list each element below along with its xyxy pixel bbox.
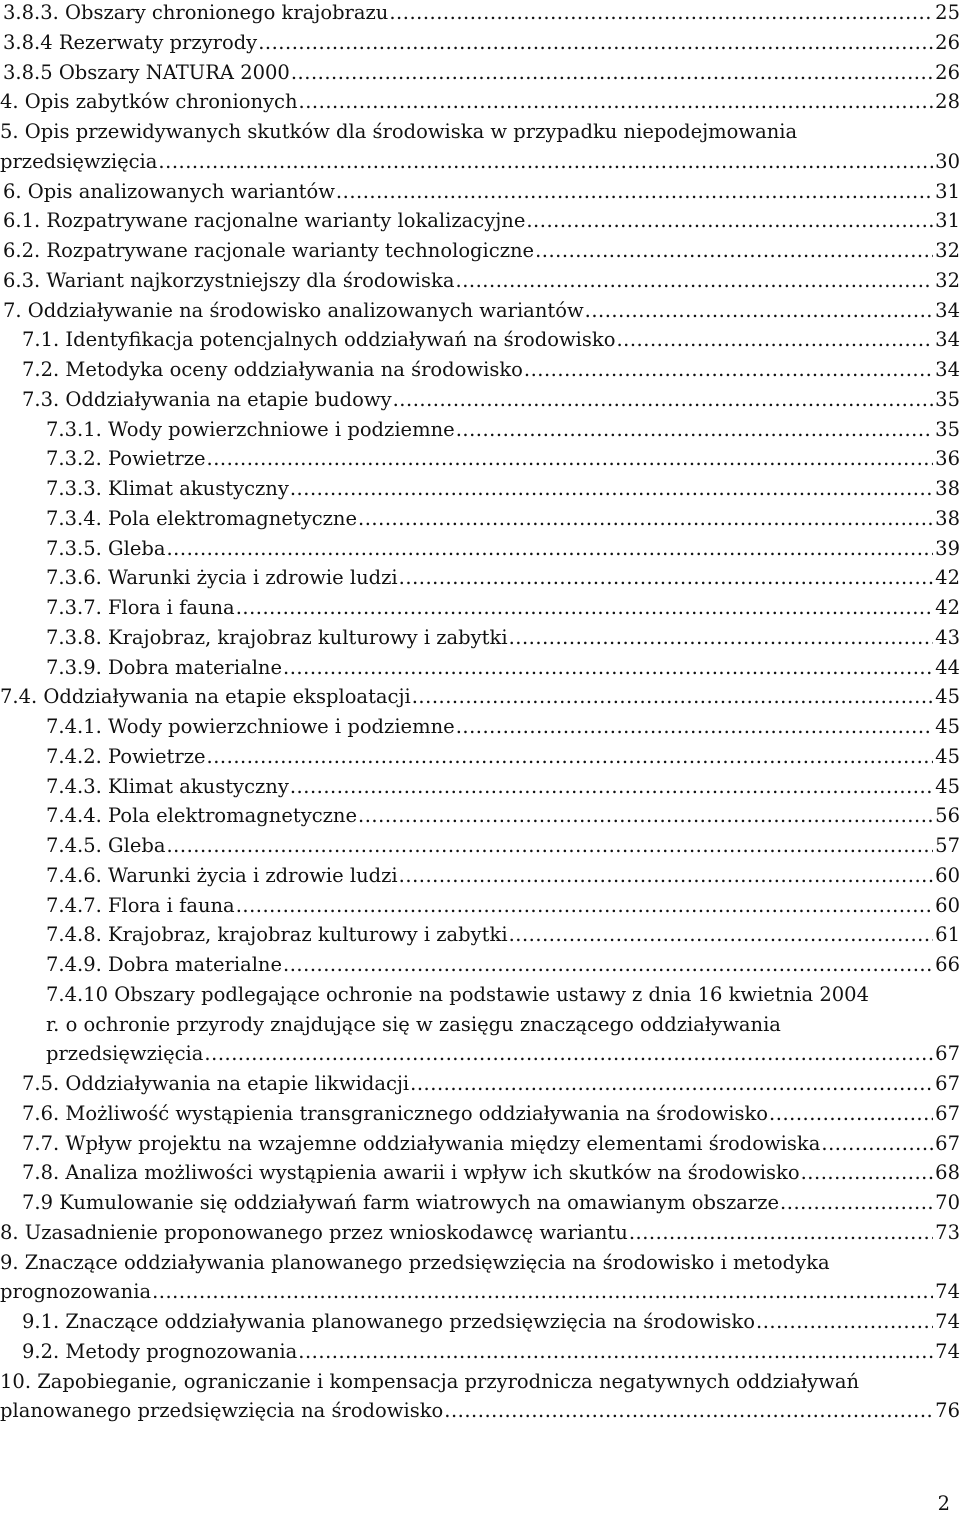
toc-entry[interactable] (0, 325, 960, 355)
toc-dot-leader (204, 1039, 933, 1069)
toc-page-number: 30 (935, 149, 960, 173)
toc-dot-leader (524, 355, 933, 385)
toc-page-number: 32 (935, 268, 960, 292)
toc-dot-leader (410, 1069, 933, 1099)
toc-dot-leader (399, 563, 934, 593)
toc-dot-leader (207, 742, 934, 772)
toc-dot-leader (444, 1396, 933, 1426)
toc-dot-leader (290, 772, 933, 802)
toc-entry[interactable] (0, 117, 960, 147)
toc-dot-leader (389, 0, 933, 28)
toc-entry-title: 7.3.5. Gleba (46, 536, 166, 560)
toc-entry-title: 7.4.5. Gleba (46, 834, 166, 857)
toc-page-number: 60 (935, 863, 960, 887)
toc-page-number: 42 (935, 596, 960, 619)
toc-entry-title: 7.5. Oddziaływania na etapie likwidacji (22, 1072, 410, 1095)
toc-page-number: 74 (935, 1310, 960, 1333)
toc-dot-leader (756, 1307, 933, 1337)
toc-entry[interactable] (0, 1039, 960, 1069)
toc-entry-title: 7.4.4. Pola elektromagnetyczne (46, 804, 358, 828)
toc-dot-leader (283, 653, 933, 683)
toc-dot-leader (616, 325, 933, 355)
toc-page-number: 67 (935, 1042, 960, 1066)
toc-page-number: 44 (935, 655, 960, 679)
toc-dot-leader (526, 206, 933, 236)
toc-entry-title: 9.2. Metody prognozowania (22, 1339, 298, 1363)
toc-page-number: 67 (935, 1131, 960, 1155)
toc-page-number: 26 (935, 30, 960, 54)
toc-entry[interactable] (0, 563, 960, 593)
toc-page-number: 34 (935, 328, 960, 352)
toc-entry-title: 6.1. Rozpatrywane racjonalne warianty lokalizacyjne (3, 209, 526, 233)
toc-page-number: 61 (935, 923, 960, 947)
toc-dot-leader (801, 1158, 934, 1188)
toc-entry[interactable] (0, 1396, 960, 1426)
toc-entry-title: 7.3.6. Warunki życia i zdrowie ludzi (46, 566, 398, 590)
toc-dot-leader (290, 474, 933, 504)
toc-entry-title: 7.4.8. Krajobraz, krajobraz kulturowy i zabytki (46, 923, 508, 947)
toc-page-number: 35 (935, 417, 960, 441)
toc-entry[interactable] (0, 177, 960, 207)
toc-entry-title: 6.2. Rozpatrywane racjonale warianty technologiczne (3, 239, 535, 262)
toc-entry-title: 9.1. Znaczące oddziaływania planowanego przedsięwzięcia na środowisko (22, 1310, 755, 1333)
toc-dot-leader (535, 236, 933, 266)
toc-page-number: 34 (935, 298, 960, 322)
toc-entry[interactable] (0, 801, 960, 831)
toc-entry-title: 3.8.3. Obszary chronionego krajobrazu (3, 1, 389, 24)
toc-page-number: 43 (935, 625, 960, 649)
toc-entry-title: 6. Opis analizowanych wariantów (3, 179, 335, 203)
toc-dot-leader (456, 415, 933, 445)
toc-page-number: 74 (935, 1280, 960, 1304)
toc-page-number: 76 (935, 1399, 960, 1423)
toc-entry-title: 3.8.4 Rezerwaty przyrody (3, 30, 258, 54)
toc-entry-title: 7.4.6. Warunki życia i zdrowie ludzi (46, 863, 398, 887)
toc-entry-title: 8. Uzasadnienie proponowanego przez wnioskodawcę wariantu (0, 1220, 628, 1244)
toc-entry[interactable] (0, 266, 960, 296)
toc-entry-title: 7.3.9. Dobra materialne (46, 655, 283, 679)
toc-entry-title: 6.3. Wariant najkorzystniejszy dla środowiska (3, 268, 455, 292)
toc-page-number: 60 (935, 893, 960, 917)
toc-entry[interactable] (0, 623, 960, 653)
toc-entry[interactable] (0, 1129, 960, 1159)
toc-entry-title: przedsięwzięcia (46, 1042, 204, 1066)
toc-entry[interactable] (0, 87, 960, 117)
toc-entry[interactable] (0, 147, 960, 177)
toc-entry[interactable] (0, 444, 960, 474)
toc-entry[interactable] (0, 950, 960, 980)
toc-dot-leader (456, 266, 934, 296)
toc-page-number: 45 (935, 715, 960, 738)
toc-page-number: 67 (935, 1072, 960, 1095)
toc-entry-title: 5. Opis przewidywanych skutków dla środowiska w przypadku niepodejmowania (0, 120, 798, 143)
toc-dot-leader (509, 623, 934, 653)
toc-page-number: 70 (935, 1191, 960, 1214)
toc-entry-title: 7.3.3. Klimat akustyczny (46, 477, 289, 500)
toc-dot-leader (509, 920, 934, 950)
toc-entry[interactable] (0, 1069, 960, 1099)
toc-entry-title: 7.6. Możliwość wystąpienia transgranicznego oddziaływania na środowisko (22, 1101, 769, 1125)
toc-page-number: 34 (935, 358, 960, 381)
toc-page-number: 31 (935, 209, 960, 233)
toc-dot-leader (358, 504, 933, 534)
toc-page-number: 57 (935, 834, 960, 857)
toc-entry[interactable] (0, 682, 960, 712)
toc-page-number: 45 (935, 744, 960, 768)
toc-dot-leader (336, 177, 933, 207)
toc-dot-leader (393, 385, 934, 415)
toc-page-number: 38 (935, 477, 960, 500)
toc-dot-leader (291, 58, 933, 88)
toc-entry[interactable] (0, 861, 960, 891)
page-number: 2 (937, 1492, 950, 1515)
toc-entry[interactable] (0, 742, 960, 772)
toc-entry[interactable] (0, 1010, 960, 1040)
toc-entry-title: 7.4.7. Flora i fauna (46, 893, 235, 917)
toc-page-number: 39 (935, 536, 960, 560)
toc-entry[interactable] (0, 534, 960, 564)
toc-entry[interactable] (0, 355, 960, 385)
toc-entry-title: 7.4.2. Powietrze (46, 744, 206, 768)
toc-entry[interactable] (0, 1277, 960, 1307)
toc-page-number: 35 (935, 387, 960, 411)
toc-entry[interactable] (0, 296, 960, 326)
toc-page-number: 42 (935, 566, 960, 590)
toc-entry-title: 7.4. Oddziaływania na etapie eksploatacji (0, 685, 411, 709)
toc-entry[interactable] (0, 58, 960, 88)
toc-dot-leader (585, 296, 934, 326)
toc-entry-title: prognozowania (0, 1280, 152, 1304)
toc-dot-leader (236, 891, 933, 921)
toc-dot-leader (780, 1188, 933, 1218)
toc-page-number: 68 (935, 1161, 960, 1185)
toc-entry-title: planowanego przedsięwzięcia na środowisko (0, 1399, 444, 1423)
toc-dot-leader (207, 444, 934, 474)
toc-page-number: 45 (935, 685, 960, 709)
toc-entry[interactable] (0, 831, 960, 861)
toc-dot-leader (358, 801, 933, 831)
toc-entry-title: 7.3.7. Flora i fauna (46, 596, 235, 619)
toc-entry[interactable] (0, 1337, 960, 1367)
toc-entry[interactable] (0, 1188, 960, 1218)
toc-page-number: 26 (935, 60, 960, 84)
toc-dot-leader (283, 950, 933, 980)
toc-dot-leader (258, 28, 933, 58)
toc-page-number: 45 (935, 774, 960, 798)
toc-dot-leader (412, 682, 933, 712)
toc-entry-title: 7.3.1. Wody powierzchniowe i podziemne (46, 417, 455, 441)
toc-entry[interactable] (0, 891, 960, 921)
toc-entry[interactable] (0, 920, 960, 950)
toc-entry[interactable] (0, 415, 960, 445)
toc-dot-leader (166, 831, 933, 861)
toc-entry-title: 3.8.5 Obszary NATURA 2000 (3, 60, 290, 84)
toc-page-number: 66 (935, 953, 960, 976)
toc-entry-title: 7.2. Metodyka oceny oddziaływania na środowisko (22, 358, 523, 381)
toc-page-number: 28 (935, 90, 960, 114)
toc-entry-title: 4. Opis zabytków chronionych (0, 90, 298, 114)
toc-entry[interactable] (0, 712, 960, 742)
toc-entry-title: 10. Zapobieganie, ograniczanie i kompensacja przyrodnicza negatywnych oddziaływań (0, 1369, 860, 1393)
toc-entry[interactable] (0, 1099, 960, 1129)
toc-entry[interactable] (0, 980, 960, 1010)
toc-dot-leader (769, 1099, 933, 1129)
toc-entry-title: 7.4.1. Wody powierzchniowe i podziemne (46, 715, 455, 738)
toc-entry-title: 7.7. Wpływ projektu na wzajemne oddziaływania między elementami środowiska (22, 1131, 821, 1155)
toc-dot-leader (158, 147, 933, 177)
toc-dot-leader (629, 1218, 933, 1248)
toc-dot-leader (236, 593, 933, 623)
toc-dot-leader (821, 1129, 933, 1159)
toc-entry[interactable] (0, 1367, 960, 1397)
toc-page-number: 67 (935, 1101, 960, 1125)
toc-entry-title: 7.4.3. Klimat akustyczny (46, 774, 289, 798)
toc-entry[interactable] (0, 474, 960, 504)
toc-entry[interactable] (0, 28, 960, 58)
toc-dot-leader (166, 534, 933, 564)
toc-entry[interactable] (0, 0, 960, 28)
toc-entry[interactable] (0, 1218, 960, 1248)
toc-dot-leader (456, 712, 933, 742)
toc-entry-title: 7.3. Oddziaływania na etapie budowy (22, 387, 392, 411)
toc-page-number: 38 (935, 506, 960, 530)
toc-entry[interactable] (0, 1307, 960, 1337)
toc-page-number: 56 (935, 804, 960, 828)
toc-entry-title: 7.3.4. Pola elektromagnetyczne (46, 506, 358, 530)
toc-entry-title: 9. Znaczące oddziaływania planowanego przedsięwzięcia na środowisko i metodyka (0, 1250, 830, 1274)
toc-entry-title: 7.1. Identyfikacja potencjalnych oddziaływań na środowisko (22, 328, 616, 352)
toc-entry[interactable] (0, 236, 960, 266)
toc-entry-title: 7.9 Kumulowanie się oddziaływań farm wiatrowych na omawianym obszarze (22, 1191, 780, 1214)
toc-entry-title: 7.4.10 Obszary podlegające ochronie na podstawie ustawy z dnia 16 kwietnia 2004 (46, 982, 869, 1006)
toc-page-number: 74 (935, 1339, 960, 1363)
toc-entry-title: r. o ochronie przyrody znajdujące się w zasięgu znaczącego oddziaływania (46, 1012, 781, 1036)
toc-page-number: 36 (935, 447, 960, 471)
toc-entry-title: 7.3.2. Powietrze (46, 447, 206, 471)
toc-entry-title: przedsięwzięcia (0, 149, 158, 173)
toc-page-number: 31 (935, 179, 960, 203)
toc-entry[interactable] (0, 1248, 960, 1278)
toc-entry[interactable] (0, 653, 960, 683)
toc-entry-title: 7. Oddziaływanie na środowisko analizowanych wariantów (3, 298, 584, 322)
toc-entry[interactable] (0, 206, 960, 236)
toc-dot-leader (152, 1277, 933, 1307)
toc-entry-title: 7.8. Analiza możliwości wystąpienia awarii i wpływ ich skutków na środowisko (22, 1161, 800, 1185)
toc-page-number: 32 (935, 239, 960, 262)
toc-entry[interactable] (0, 772, 960, 802)
toc-dot-leader (399, 861, 934, 891)
toc-entry-title: 7.3.8. Krajobraz, krajobraz kulturowy i zabytki (46, 625, 508, 649)
toc-page-number: 25 (935, 1, 960, 24)
toc-dot-leader (298, 1337, 933, 1367)
toc-page-number: 73 (935, 1220, 960, 1244)
toc-entry-title: 7.4.9. Dobra materialne (46, 953, 283, 976)
toc-entry[interactable] (0, 593, 960, 623)
toc-entry[interactable] (0, 504, 960, 534)
toc-entry[interactable] (0, 385, 960, 415)
toc-dot-leader (299, 87, 934, 117)
toc-entry[interactable] (0, 1158, 960, 1188)
